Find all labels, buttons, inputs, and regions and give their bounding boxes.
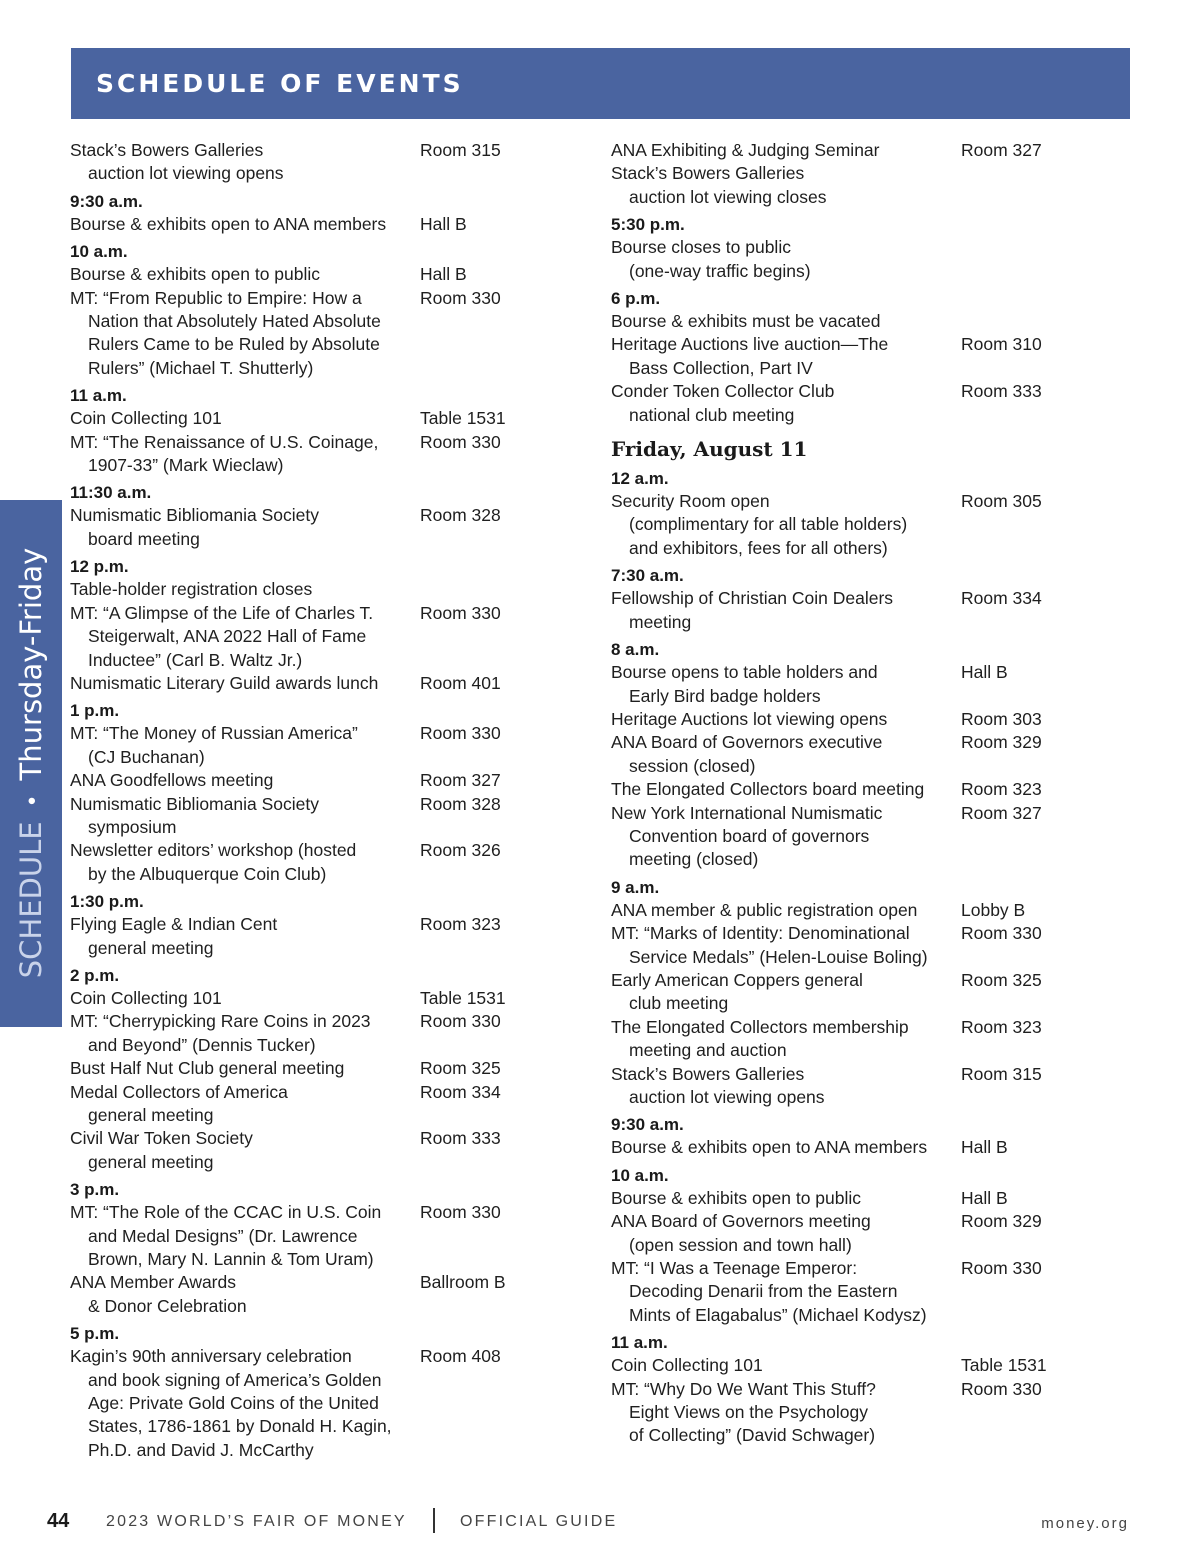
event-description-line: Rulers” (Michael T. Shutterly): [88, 357, 314, 378]
event-description: [611, 310, 961, 333]
time-heading: 6 p.m.: [611, 289, 661, 309]
event-location: Room 305: [961, 491, 1042, 512]
schedule-entry: [611, 1354, 1131, 1377]
schedule-entry: [70, 1271, 590, 1318]
schedule-entry: [611, 969, 1131, 1016]
event-description-line: Service Medals” (Helen-Louise Boling): [629, 946, 928, 967]
event-location: Room 330: [961, 923, 1042, 944]
time-heading: 2 p.m.: [70, 965, 120, 985]
event-description: [70, 602, 420, 672]
event-location: Room 330: [420, 1011, 501, 1032]
time-heading: 9:30 a.m.: [70, 191, 143, 211]
time-heading: 9 a.m.: [611, 877, 660, 897]
event-location: Ballroom B: [420, 1272, 506, 1293]
schedule-entry: [70, 263, 590, 286]
event-description-line: Ph.D. and David J. McCarthy: [88, 1439, 314, 1460]
schedule-entry: [611, 236, 1131, 283]
event-location: Room 328: [420, 793, 501, 814]
event-description-line: Fellowship of Christian Coin Dealers: [611, 588, 894, 609]
event-description: [70, 407, 420, 430]
event-description-line: Age: Private Gold Coins of the United: [88, 1393, 379, 1414]
schedule-entry: [611, 380, 1131, 427]
schedule-entry: [70, 431, 590, 478]
event-description-line: meeting and auction: [629, 1040, 787, 1061]
schedule-entry: [611, 1210, 1131, 1257]
event-description: [611, 1378, 961, 1448]
event-description-line: ANA Member Awards: [70, 1272, 236, 1293]
event-description: [70, 1081, 420, 1128]
event-description: [70, 722, 420, 769]
event-description-line: meeting: [629, 611, 692, 632]
event-description-line: by the Albuquerque Coin Club): [88, 863, 327, 884]
event-description-line: auction lot viewing closes: [629, 186, 827, 207]
event-description: [70, 987, 420, 1010]
event-description-line: Bourse & exhibits open to public: [611, 1187, 862, 1208]
event-description-line: MT: “Marks of Identity: Denominational: [611, 923, 910, 944]
event-description-line: Security Room open: [611, 491, 770, 512]
event-description: [611, 1210, 961, 1257]
event-description-line: Numismatic Bibliomania Society: [70, 505, 319, 526]
schedule-entry: [70, 504, 590, 551]
schedule-entry: [611, 922, 1131, 969]
event-description: [70, 1127, 420, 1174]
event-description-line: Numismatic Bibliomania Society: [70, 793, 319, 814]
event-description-line: national club meeting: [629, 404, 795, 425]
event-description: [611, 1016, 961, 1063]
schedule-entry: [70, 987, 590, 1010]
time-heading: 3 p.m.: [70, 1180, 120, 1200]
event-location: Room 333: [961, 381, 1042, 402]
event-description-line: 1907-33” (Mark Wieclaw): [88, 455, 284, 476]
event-description-line: ANA Goodfellows meeting: [70, 770, 274, 791]
schedule-entry: [611, 1063, 1131, 1110]
event-location: Hall B: [961, 662, 1008, 683]
event-description-line: Bourse & exhibits must be vacated: [611, 311, 881, 332]
event-description-line: (CJ Buchanan): [88, 746, 205, 767]
event-description-line: MT: “From Republic to Empire: How a: [70, 287, 362, 308]
event-location: Room 330: [420, 287, 501, 308]
event-location: Room 334: [420, 1081, 501, 1102]
event-location: Room 325: [420, 1058, 501, 1079]
schedule-entry: [611, 310, 1131, 333]
event-description-line: Medal Collectors of America: [70, 1081, 288, 1102]
time-heading: 11 a.m.: [70, 386, 127, 406]
event-description: [611, 380, 961, 427]
event-description: [611, 236, 961, 283]
event-description: [70, 578, 420, 601]
event-description-line: MT: “I Was a Teenage Emperor:: [611, 1258, 858, 1279]
schedule-entry: [70, 578, 590, 601]
event-description: [70, 213, 420, 236]
event-description-line: (one-way traffic begins): [629, 260, 811, 281]
event-description-line: club meeting: [629, 993, 729, 1014]
time-heading: 5 p.m.: [70, 1324, 120, 1344]
time-heading: 5:30 p.m.: [611, 215, 685, 235]
event-description-line: Coin Collecting 101: [611, 1355, 763, 1376]
schedule-entry: [611, 708, 1131, 731]
footer-divider: [433, 1508, 435, 1533]
event-description-line: Decoding Denarii from the Eastern: [629, 1281, 898, 1302]
time-heading: 1 p.m.: [70, 701, 120, 721]
event-location: Room 328: [420, 505, 501, 526]
event-description-line: Rulers Came to be Ruled by Absolute: [88, 334, 380, 355]
schedule-entry: [611, 333, 1131, 380]
event-location: Lobby B: [961, 899, 1026, 920]
event-location: Room 310: [961, 334, 1042, 355]
schedule-column-right: [611, 139, 1131, 1448]
event-description: [611, 969, 961, 1016]
schedule-entry: [70, 1127, 590, 1174]
schedule-entry: [70, 1057, 590, 1080]
event-description-line: Inductee” (Carl B. Waltz Jr.): [88, 649, 303, 670]
side-tab-separator: •: [20, 794, 46, 808]
time-heading: 12 a.m.: [611, 469, 669, 489]
event-location: Room 327: [961, 140, 1042, 160]
event-description-line: auction lot viewing opens: [629, 1087, 825, 1107]
event-location: Hall B: [961, 1137, 1008, 1158]
event-location: Room 325: [961, 969, 1042, 990]
event-description-line: ANA Board of Governors meeting: [611, 1211, 871, 1232]
event-location: Room 329: [961, 1211, 1042, 1232]
event-description: [70, 504, 420, 551]
side-tab-label: [14, 548, 48, 979]
event-description-line: Flying Eagle & Indian Cent: [70, 914, 278, 935]
schedule-entry: [611, 1257, 1131, 1327]
time-heading: 10 a.m.: [611, 1165, 669, 1185]
event-location: Table 1531: [420, 987, 506, 1008]
event-description-line: (open session and town hall): [629, 1234, 852, 1255]
event-description: [70, 1345, 420, 1462]
event-description: [70, 672, 420, 695]
event-location: Room 330: [961, 1258, 1042, 1279]
page-footer: [0, 1508, 1200, 1538]
schedule-entry: [70, 1010, 590, 1057]
schedule-entry: [611, 490, 1131, 560]
event-description-line: session (closed): [629, 755, 756, 776]
event-location: Room 329: [961, 732, 1042, 753]
schedule-entry: [70, 913, 590, 960]
schedule-entry: [70, 1081, 590, 1128]
event-description: [611, 1354, 961, 1377]
event-description-line: Newsletter editors’ workshop (hosted: [70, 840, 357, 861]
event-description: [70, 1201, 420, 1271]
event-description-line: MT: “The Renaissance of U.S. Coinage,: [70, 431, 379, 452]
event-location: Room 303: [961, 708, 1042, 729]
event-location: Room 323: [961, 779, 1042, 800]
schedule-entry: [611, 1187, 1131, 1210]
schedule-entry: [70, 839, 590, 886]
schedule-column-left: [70, 139, 590, 1462]
time-heading: 1:30 p.m.: [70, 892, 144, 912]
event-description: [611, 162, 961, 209]
event-description-line: States, 1786-1861 by Donald H. Kagin,: [88, 1416, 392, 1437]
event-description-line: of Collecting” (David Schwager): [629, 1425, 876, 1446]
event-location: Room 326: [420, 840, 501, 861]
time-heading: 7:30 a.m.: [611, 566, 684, 586]
event-description: [70, 769, 420, 792]
schedule-entry: [70, 793, 590, 840]
schedule-entry: [70, 769, 590, 792]
event-description: [611, 922, 961, 969]
event-location: Room 315: [961, 1063, 1042, 1084]
event-description-line: Table-holder registration closes: [70, 579, 313, 600]
event-location: Hall B: [961, 1187, 1008, 1208]
event-description: [70, 793, 420, 840]
event-description: [611, 778, 961, 801]
event-description: [70, 431, 420, 478]
event-description-line: MT: “Why Do We Want This Stuff?: [611, 1378, 876, 1399]
schedule-entry: [611, 1136, 1131, 1159]
event-description-line: Kagin’s 90th anniversary celebration: [70, 1346, 352, 1367]
event-location: Room 330: [420, 723, 501, 744]
event-description-line: Mints of Elagabalus” (Michael Kodysz): [629, 1304, 927, 1325]
event-description: [611, 802, 961, 872]
event-description-line: general meeting: [88, 937, 214, 958]
schedule-entry: [611, 139, 1131, 162]
time-heading: 8 a.m.: [611, 640, 660, 660]
schedule-entry: [70, 213, 590, 236]
event-description: [611, 490, 961, 560]
event-location: Room 401: [420, 672, 501, 693]
event-description-line: Convention board of governors: [629, 825, 870, 846]
event-location: Room 408: [420, 1346, 501, 1367]
schedule-entry: [70, 722, 590, 769]
event-description: [611, 661, 961, 708]
event-description: [70, 1010, 420, 1057]
time-heading: 11:30 a.m.: [70, 483, 152, 503]
event-location: Room 327: [961, 802, 1042, 823]
event-description-line: Stack’s Bowers Galleries: [611, 163, 805, 184]
event-description-line: Steigerwalt, ANA 2022 Hall of Fame: [88, 626, 367, 647]
event-description: [70, 1271, 420, 1318]
event-description-line: Bourse & exhibits open to ANA members: [611, 1137, 928, 1158]
event-description-line: Coin Collecting 101: [70, 408, 222, 429]
event-description-line: symposium: [88, 816, 177, 837]
event-description: [611, 1257, 961, 1327]
event-description-line: general meeting: [88, 1151, 214, 1172]
event-description: [70, 139, 420, 186]
header-bar: [71, 48, 1130, 119]
event-description-line: and book signing of America’s Golden: [88, 1369, 382, 1390]
event-location: Room 330: [420, 602, 501, 623]
event-description-line: Stack’s Bowers Galleries: [70, 140, 264, 160]
event-description-line: Early American Coppers general: [611, 969, 863, 990]
event-description-line: Coin Collecting 101: [70, 987, 222, 1008]
event-description: [611, 333, 961, 380]
schedule-entry: [611, 1378, 1131, 1448]
schedule-entry: [611, 1016, 1131, 1063]
event-description-line: The Elongated Collectors board meeting: [611, 779, 925, 800]
schedule-entry: [611, 661, 1131, 708]
event-description-line: board meeting: [88, 528, 200, 549]
event-description: [611, 139, 961, 162]
event-location: Room 334: [961, 588, 1042, 609]
time-heading: 10 a.m.: [70, 242, 128, 262]
event-description-line: Eight Views on the Psychology: [629, 1402, 868, 1423]
schedule-entry: [70, 287, 590, 381]
schedule-entry: [611, 778, 1131, 801]
side-tab-section: SCHEDULE: [14, 821, 48, 979]
event-location: Room 327: [420, 770, 501, 791]
schedule-entry: [70, 1345, 590, 1462]
event-description: [611, 708, 961, 731]
event-description-line: and Beyond” (Dennis Tucker): [88, 1034, 316, 1055]
event-description-line: Brown, Mary N. Lannin & Tom Uram): [88, 1249, 374, 1270]
event-description: [611, 1136, 961, 1159]
time-heading: 9:30 a.m.: [611, 1115, 684, 1135]
event-description: [611, 731, 961, 778]
event-location: Hall B: [420, 213, 467, 234]
schedule-entry: [611, 802, 1131, 872]
event-description-line: and exhibitors, fees for all others): [629, 537, 888, 558]
event-description-line: ANA Board of Governors executive: [611, 732, 883, 753]
event-location: Room 330: [420, 1202, 501, 1223]
event-description-line: Bourse opens to table holders and: [611, 662, 878, 683]
event-description-line: Early Bird badge holders: [629, 685, 821, 706]
event-description-line: general meeting: [88, 1105, 214, 1125]
side-tab-days: Thursday-Friday: [14, 547, 48, 781]
event-description-line: The Elongated Collectors membership: [611, 1016, 909, 1037]
event-location: Room 315: [420, 140, 501, 160]
event-description: [611, 899, 961, 922]
event-description: [70, 839, 420, 886]
event-description-line: Heritage Auctions lot viewing opens: [611, 708, 888, 729]
event-location: Room 330: [420, 431, 501, 452]
schedule-entry: [70, 602, 590, 672]
event-description: [611, 1187, 961, 1210]
event-description-line: Stack’s Bowers Galleries: [611, 1063, 805, 1084]
time-heading: 12 p.m.: [70, 557, 129, 577]
event-location: Hall B: [420, 264, 467, 285]
event-description: [70, 1057, 420, 1080]
event-description-line: and Medal Designs” (Dr. Lawrence: [88, 1225, 358, 1246]
schedule-entry: [611, 731, 1131, 778]
event-description-line: Heritage Auctions live auction—The: [611, 334, 889, 355]
event-description: [611, 1063, 961, 1110]
side-tab: [0, 500, 62, 1027]
schedule-entry: [611, 162, 1131, 209]
guide-label: OFFICIAL GUIDE: [460, 1513, 618, 1530]
event-description-line: Bourse & exhibits open to ANA members: [70, 213, 387, 234]
schedule-entry: [611, 899, 1131, 922]
page-title: SCHEDULE OF EVENTS: [96, 69, 464, 98]
event-description-line: Civil War Token Society: [70, 1128, 253, 1149]
event-description: [70, 263, 420, 286]
schedule-entry: [70, 407, 590, 430]
event-location: Room 323: [961, 1016, 1042, 1037]
event-description-line: Bust Half Nut Club general meeting: [70, 1058, 345, 1079]
event-description-line: & Donor Celebration: [88, 1295, 247, 1316]
event-location: Room 333: [420, 1128, 501, 1149]
event-description-line: auction lot viewing opens: [88, 163, 284, 184]
event-description-line: MT: “The Role of the CCAC in U.S. Coin: [70, 1202, 382, 1223]
event-location: Table 1531: [420, 408, 506, 429]
event-description-line: ANA member & public registration open: [611, 899, 918, 920]
event-description-line: MT: “The Money of Russian America”: [70, 723, 358, 744]
event-description-line: MT: “A Glimpse of the Life of Charles T.: [70, 602, 374, 623]
schedule-entry: [611, 587, 1131, 634]
event-description: [70, 913, 420, 960]
event-description: [611, 587, 961, 634]
event-description-line: Bourse closes to public: [611, 237, 791, 258]
event-description-line: Conder Token Collector Club: [611, 381, 835, 402]
event-location: Table 1531: [961, 1355, 1047, 1376]
event-location: Room 323: [420, 914, 501, 935]
day-heading: Friday, August 11: [611, 437, 808, 462]
event-description-line: Bourse & exhibits open to public: [70, 264, 321, 285]
event-description-line: (complimentary for all table holders): [629, 514, 908, 535]
event-description-line: ANA Exhibiting & Judging Seminar: [611, 140, 880, 160]
event-description-line: Bass Collection, Part IV: [629, 357, 813, 378]
event-description-line: meeting (closed): [629, 849, 759, 870]
schedule-entry: [70, 1201, 590, 1271]
page-number: 44: [47, 1510, 70, 1532]
event-description-line: Numismatic Literary Guild awards lunch: [70, 672, 379, 693]
schedule-entry: [70, 139, 590, 186]
publication-name: 2023 WORLD’S FAIR OF MONEY: [106, 1513, 407, 1530]
event-description: [70, 287, 420, 381]
event-description-line: MT: “Cherrypicking Rare Coins in 2023: [70, 1011, 371, 1032]
event-description-line: New York International Numismatic: [611, 802, 883, 823]
time-heading: 11 a.m.: [611, 1333, 668, 1353]
website-link[interactable]: money.org: [1041, 1515, 1129, 1532]
schedule-entry: [70, 672, 590, 695]
event-location: Room 330: [961, 1378, 1042, 1399]
event-description-line: Nation that Absolutely Hated Absolute: [88, 311, 381, 332]
